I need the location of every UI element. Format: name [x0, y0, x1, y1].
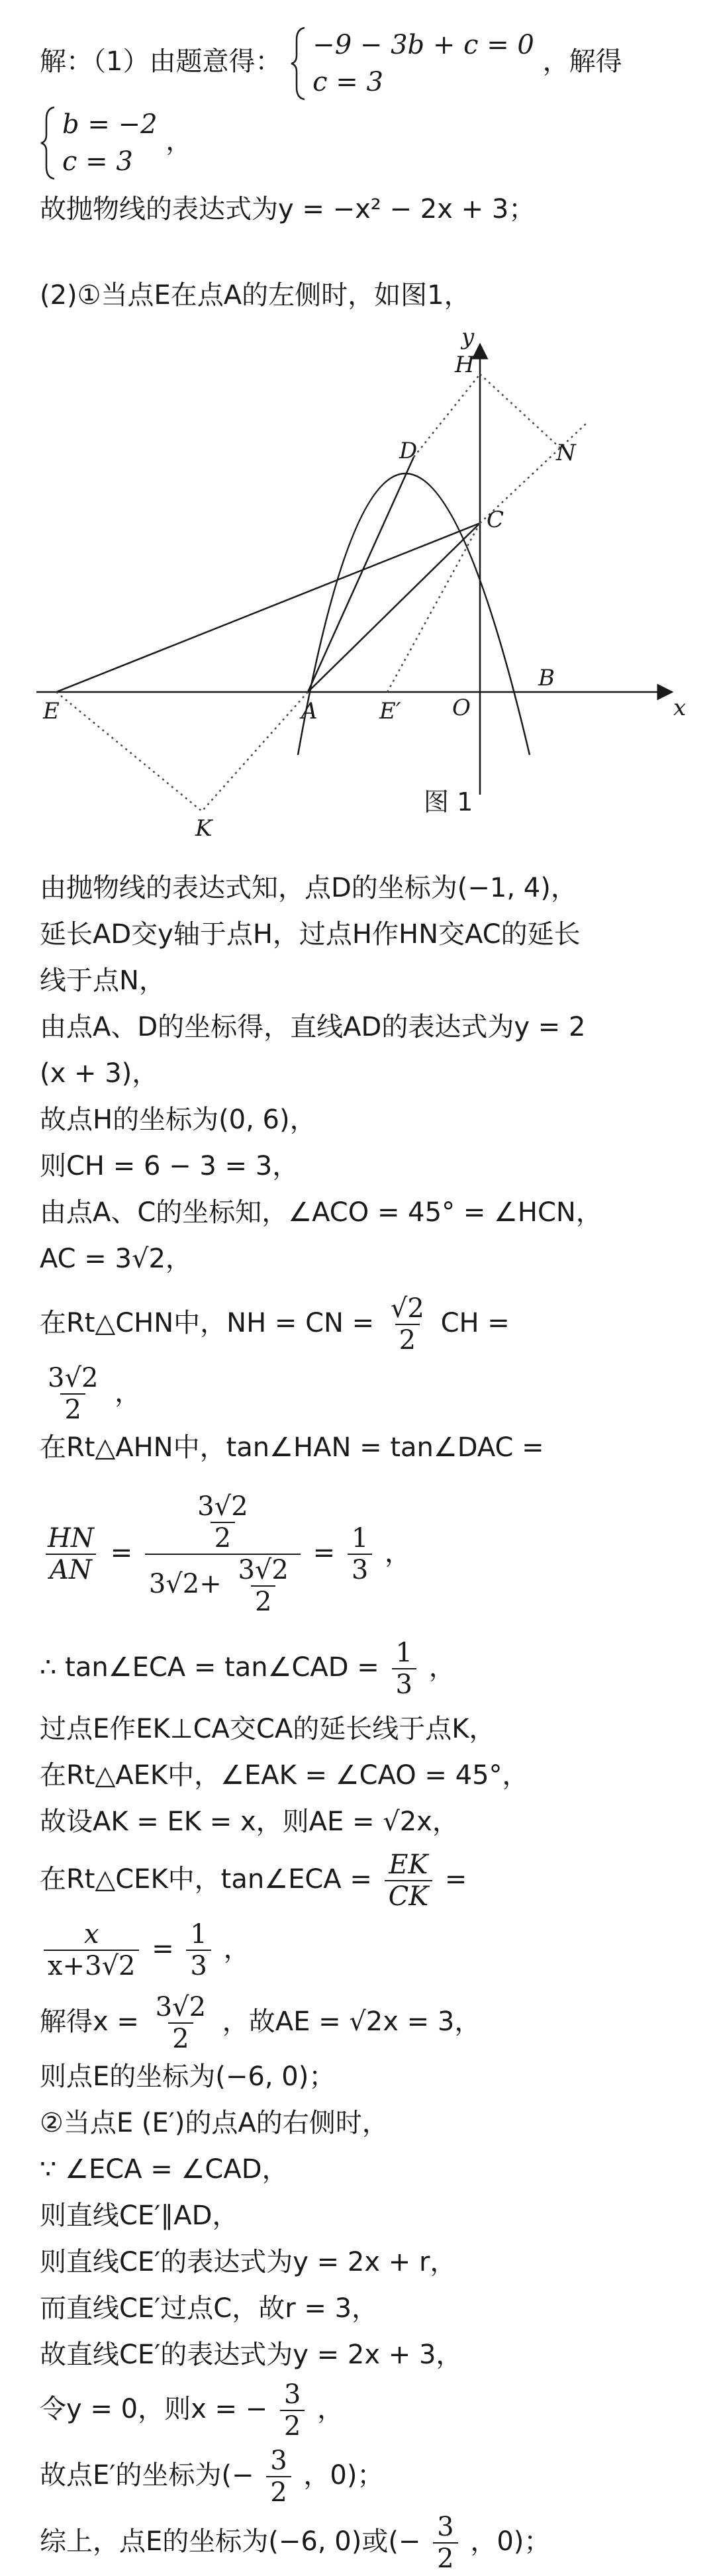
fraction: $\frac{3}{2}$: [280, 2379, 305, 2442]
fraction: $\frac{3√2}{2}$: [48, 1363, 99, 1425]
part1-suffix: ，解得: [542, 46, 622, 77]
parabola-expression: 故抛物线的表达式为y = −x² − 2x + 3；: [40, 194, 536, 224]
system-2-tail: ，: [166, 126, 193, 156]
label-h: H: [455, 352, 475, 378]
chn-suffix: CH =: [440, 1308, 510, 1338]
system-2-row-2: c = 3: [62, 146, 133, 177]
text-line: 过点E作EK⊥CA交CA的延长线于点K，: [40, 1714, 496, 1744]
solve-line: 解得x = $\frac{3√2}{2}$ ，故AE = √2x = 3，: [40, 1992, 481, 2054]
part1-line: [40, 26, 622, 99]
system-1-row-1: −9 − 3b + c = 0: [312, 30, 534, 60]
label-a: A: [301, 698, 318, 724]
text-line: ∵ ∠ECA = ∠CAD，: [40, 2154, 289, 2185]
dotted-ek: [56, 692, 202, 811]
label-y: y: [461, 331, 475, 350]
let-line: 令y = 0，则x = − $\frac{3}{2}$ ，: [40, 2379, 344, 2442]
cek-line: 在Rt△CEK中，tan∠ECA = $\frac{EK}{CK}$ =: [40, 1850, 467, 1912]
ahn-fraction-line: $\frac{HN}{AN}$ = $\frac{3√2}{2}$ 3√2+ $\frac{3√2}{2}$ = $\frac{1}{3}$ ，: [40, 1477, 411, 1629]
fraction: $\frac{3}{2}$: [433, 2512, 457, 2574]
figure-caption: 图 1: [424, 787, 473, 817]
text-line: 由点A、D的坐标得，直线AD的表达式为y = 2: [40, 1012, 586, 1042]
therefore-line: ∴ tan∠ECA = tan∠CAD = $\frac{1}{3}$ ，: [40, 1638, 455, 1700]
figure-1: [36, 331, 692, 854]
ahn-line: 在Rt△AHN中，tan∠HAN = tan∠DAC =: [40, 1432, 544, 1463]
fraction: $\frac{1}{3}$: [348, 1523, 372, 1585]
text-line: 故点H的坐标为(0, 6)，: [40, 1105, 316, 1135]
segment-ac: [308, 523, 480, 692]
fraction: $\frac{3√2}{2}$: [155, 1992, 207, 2054]
text-line: 线于点N，: [40, 966, 166, 996]
summary-line: 综上，点E的坐标为(−6, 0)或(− $\frac{3}{2}$ ，0)；: [40, 2512, 551, 2574]
label-d: D: [399, 438, 418, 464]
text-line: 由点A、C的坐标知，∠ACO = 45° = ∠HCN，: [40, 1197, 602, 1228]
dotted-ah: [414, 374, 480, 457]
fraction: $\frac{EK}{CK}$: [385, 1850, 433, 1912]
label-n: N: [556, 440, 576, 466]
system-1: [290, 26, 534, 101]
text-line: 则CH = 6 − 3 = 3，: [40, 1151, 299, 1181]
text-line: 则直线CE′的表达式为y = 2x + r，: [40, 2247, 457, 2277]
text-line: 则点E的坐标为(−6, 0)；: [40, 2061, 336, 2092]
fraction: $\frac{1}{3}$: [392, 1638, 416, 1700]
text-line: AC = 3√2，: [40, 1244, 192, 1274]
label-e: E: [43, 698, 60, 724]
part2-heading: (2)①当点E在点A的左侧时，如图1，: [40, 280, 471, 311]
fraction: $\frac{√2}{2}$: [390, 1293, 424, 1356]
text-line: 在Rt△AEK中，∠EAK = ∠CAO = 45°，: [40, 1760, 529, 1791]
text-line: 故直线CE′的表达式为y = 2x + 3，: [40, 2340, 463, 2370]
system-2-line: [40, 106, 192, 180]
left-brace-icon: [40, 106, 57, 180]
fraction: $\frac{HN}{AN}$: [44, 1523, 98, 1585]
text-line: 而直线CE′过点C，故r = 3，: [40, 2293, 379, 2324]
fraction: $\frac{x}{x+3√2}$: [44, 1919, 139, 1981]
text-line: 故设AK = EK = x，则AE = √2x，: [40, 1807, 459, 1837]
cek-continued: $\frac{x}{x+3√2}$ = $\frac{1}{3}$ ，: [40, 1917, 250, 1981]
chn-continued: $\frac{3√2}{2}$ ，: [40, 1361, 141, 1425]
text-line: (x + 3)，: [40, 1058, 159, 1089]
label-b: B: [538, 665, 555, 691]
label-x: x: [673, 695, 687, 721]
dotted-hn: [480, 374, 563, 450]
chn-prefix: 在Rt△CHN中，NH = CN =: [40, 1308, 383, 1338]
label-eprime: E′: [379, 698, 401, 724]
fraction: $\frac{3√2}{2}$: [238, 1555, 289, 1617]
chn-line: [40, 1291, 510, 1356]
text-line: ②当点E (E′)的点A的右侧时，: [40, 2108, 389, 2138]
segment-ec: [56, 523, 480, 692]
dotted-ce: [387, 523, 480, 692]
label-c: C: [487, 507, 504, 533]
system-2-row-1: b = −2: [62, 109, 158, 140]
fraction: $\frac{3√2}{2}$: [197, 1491, 248, 1554]
text-line: 则直线CE′∥AD，: [40, 2201, 239, 2231]
fraction: $\frac{1}{3}$: [186, 1919, 211, 1981]
label-o: O: [452, 695, 471, 721]
eprime-line: 故点E′的坐标为(− $\frac{3}{2}$ ，0)；: [40, 2446, 384, 2508]
fraction: $\frac{3}{2}$: [266, 2446, 291, 2508]
text-line: 由抛物线的表达式知，点D的坐标为(−1, 4)，: [40, 873, 577, 903]
part1-prefix: 解：（1）由题意得：: [40, 46, 282, 77]
system-2: [40, 106, 158, 180]
segment-ad: [308, 457, 414, 692]
compound-fraction: $\frac{3√2}{2}$ 3√2+ $\frac{3√2}{2}$: [145, 1491, 301, 1617]
left-brace-icon: [290, 26, 307, 101]
text-line: 延长AD交y轴于点H，过点H作HN交AC的延长: [40, 919, 581, 950]
dotted-ak: [202, 692, 308, 811]
label-k: K: [195, 815, 213, 842]
system-1-row-2: c = 3: [312, 67, 383, 97]
